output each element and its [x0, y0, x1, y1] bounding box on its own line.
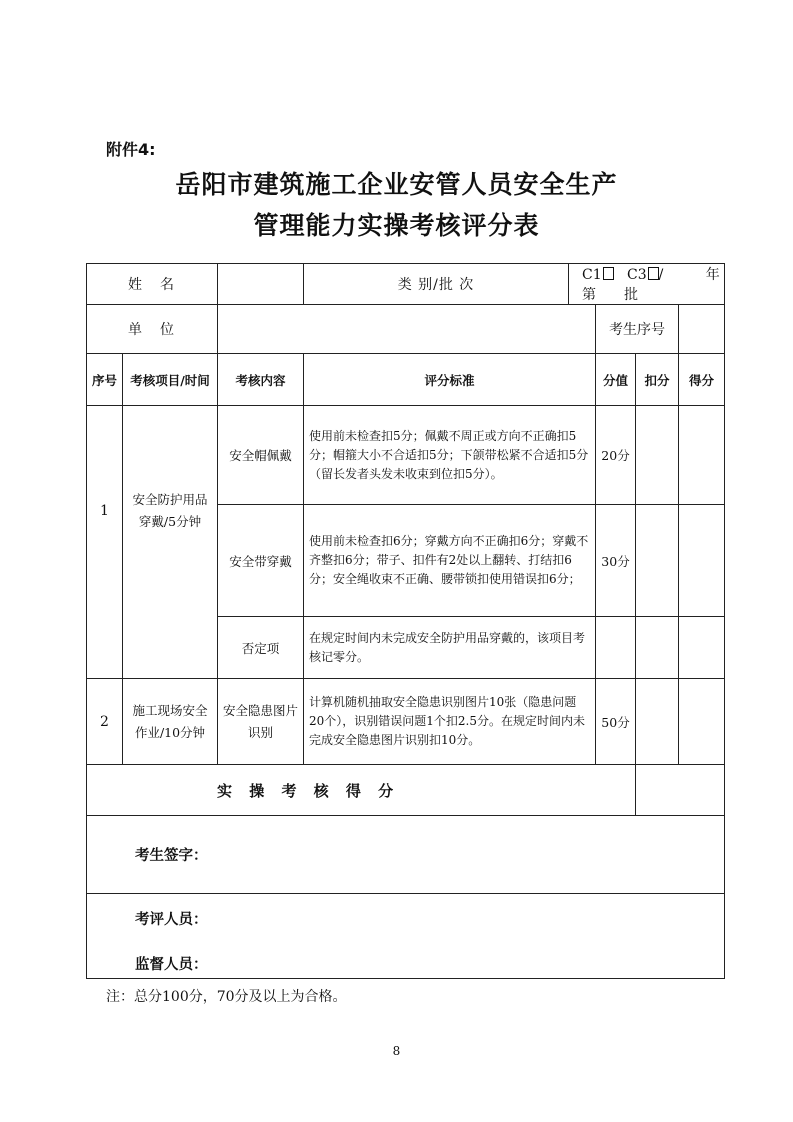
c3-checkbox[interactable]: [648, 267, 659, 280]
slash: /: [658, 267, 664, 283]
candidate-signature-row: [87, 816, 725, 894]
row-1-criteria-3: 在规定时间内未完成安全防护用品穿戴的，该项目考核记零分。: [304, 617, 596, 679]
header-content: 考核内容: [218, 354, 304, 406]
name-row: [87, 264, 725, 305]
scoring-table: [86, 263, 725, 979]
row-1-criteria-1: 使用前未检查扣5分；佩戴不周正或方向不正确扣5分；帽箍大小不合适扣5分；下颌带松紧不合适扣5分（留长发者头发未收束到位扣5分）。: [304, 406, 596, 505]
staff-signature-row: [87, 894, 725, 979]
category-field[interactable]: [569, 264, 725, 305]
row-1-points-1: 20分: [596, 406, 636, 505]
c3-label: C3: [626, 267, 647, 283]
candidate-signature-label: 考生签字：: [135, 848, 208, 864]
category-label: 类 别/批 次: [304, 264, 569, 305]
row-1-points-3: [596, 617, 636, 679]
unit-row: [87, 305, 725, 354]
row-1-item-cont: [123, 617, 218, 679]
table-row: [87, 617, 725, 679]
form-title-line-1: 岳阳市建筑施工企业安管人员安全生产: [175, 170, 618, 199]
header-points: 分值: [596, 354, 636, 406]
row-1-content-1: 安全帽佩戴: [218, 406, 304, 505]
row-1-score-2[interactable]: [679, 505, 725, 617]
header-item: 考核项目/时间: [123, 354, 218, 406]
seq-label: 考生序号: [596, 305, 679, 354]
row-1-criteria-2: 使用前未检查扣6分；穿戴方向不正确扣6分；穿戴不齐整扣6分；带子、扣件有2处以上翻转、打结扣6分；安全绳收束不正确、腰带锁扣使用错误扣6分；: [304, 505, 596, 617]
row-1-score-1[interactable]: [679, 406, 725, 505]
row-2-item: 施工现场安全作业/10分钟: [123, 679, 218, 765]
row-1-points-2: 30分: [596, 505, 636, 617]
candidate-signature-cell[interactable]: [87, 816, 725, 894]
row-1-no-cont: [87, 617, 123, 679]
unit-label: 单 位: [87, 305, 218, 354]
header-criteria: 评分标准: [304, 354, 596, 406]
row-1-deduct-2[interactable]: [636, 505, 679, 617]
supervisor-label: 监督人员：: [135, 957, 208, 973]
row-2-deduct-1[interactable]: [636, 679, 679, 765]
c1-label: C1: [582, 267, 602, 283]
staff-signature-cell[interactable]: [87, 894, 725, 979]
table-row: [87, 679, 725, 765]
attachment-label: 附件4:: [106, 140, 156, 159]
c1-checkbox[interactable]: [603, 267, 614, 280]
total-score-field[interactable]: [636, 765, 725, 816]
row-1-item: 安全防护用品穿戴/5分钟: [123, 406, 218, 617]
header-no: 序号: [87, 354, 123, 406]
examiner-label: 考评人员：: [135, 912, 208, 928]
unit-field[interactable]: [218, 305, 596, 354]
header-deduct: 扣分: [636, 354, 679, 406]
row-1-deduct-3[interactable]: [636, 617, 679, 679]
row-2-score-1[interactable]: [679, 679, 725, 765]
row-1-deduct-1[interactable]: [636, 406, 679, 505]
header-score: 得分: [679, 354, 725, 406]
footnote: 注：总分100分，70分及以上为合格。: [106, 989, 347, 1005]
row-1-no: 1: [87, 406, 123, 617]
row-2-points-1: 50分: [596, 679, 636, 765]
total-score-label: 实 操 考 核 得 分: [87, 765, 636, 816]
page-number: 8: [392, 1044, 401, 1058]
batch-label: 年第 批: [582, 267, 720, 303]
name-field[interactable]: [218, 264, 304, 305]
row-1-score-3[interactable]: [679, 617, 725, 679]
form-title-line-2: 管理能力实操考核评分表: [253, 211, 540, 240]
row-1-content-3: 否定项: [218, 617, 304, 679]
header-row: [87, 354, 725, 406]
row-2-content-1: 安全隐患图片识别: [218, 679, 304, 765]
seq-field[interactable]: [679, 305, 725, 354]
name-label: 姓 名: [87, 264, 218, 305]
table-row: [87, 406, 725, 505]
row-2-no: 2: [87, 679, 123, 765]
total-row: [87, 765, 725, 816]
row-2-criteria-1: 计算机随机抽取安全隐患识别图片10张（隐患问题20个），识别错误问题1个扣2.5分。在规定时间内未完成安全隐患图片识别扣10分。: [304, 679, 596, 765]
row-1-content-2: 安全带穿戴: [218, 505, 304, 617]
